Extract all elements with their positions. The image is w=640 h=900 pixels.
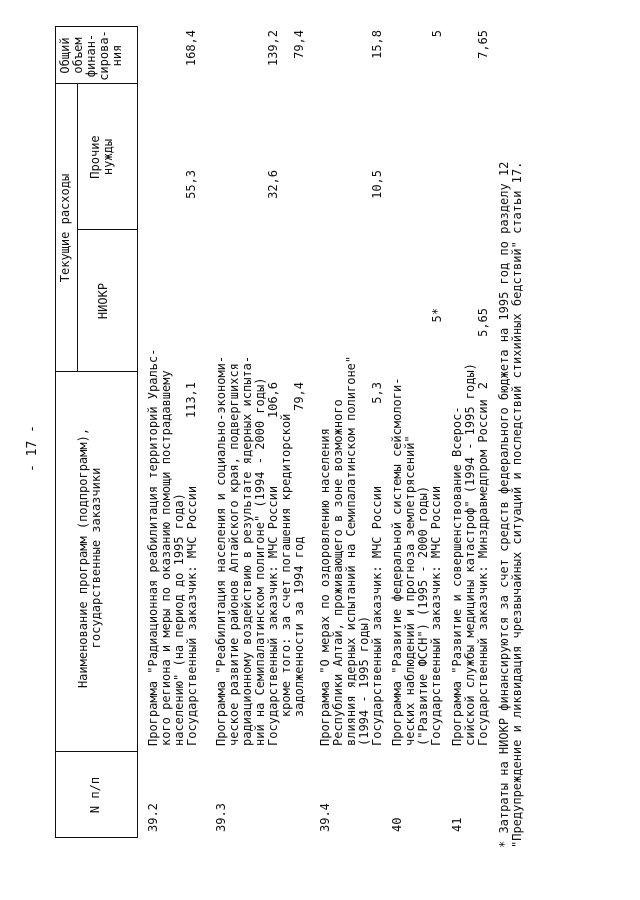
header-total: Общий объем финан- сирова- ния — [58, 30, 124, 81]
total-value-extra: 79,4 — [292, 30, 306, 59]
program-text: Программа "О мерах по оздоровлению населения Республики Алтай, проживающего в зоне возможного влияния ядерных испытаний на Семипалатинском полигоне" (1994 - 1995 годы) Государственный заказчик: МЧС России — [318, 355, 384, 746]
other-value: 10,5 — [370, 170, 384, 199]
row-number: 39.3 — [214, 803, 228, 832]
header-niokr: НИОКР — [96, 282, 110, 320]
program-text: Программа "Радиационная реабилитация территорий Уральс- кого региона и меры по оказанию помощи пострадавшему населению" (на период до 1995 года) Государственный заказчик: МЧС России — [146, 348, 199, 746]
header-np: N п/п — [88, 776, 102, 814]
program-text: Программа "Развитие федеральной системы сейсмологи- ческих наблюдений и прогноза землетрясений" ("Развитие ФССН") (1995 - 2000 годы) Государственный заказчик: МЧС России — [390, 377, 443, 746]
total-value: 7,65 — [476, 30, 490, 59]
row-number: 39.2 — [146, 803, 160, 832]
header-bottom-rule — [137, 26, 138, 838]
total-value: 15,8 — [370, 30, 384, 59]
header-other: Прочие нужды — [88, 135, 115, 179]
total-value: 5 — [430, 30, 444, 38]
capital-value: 5,3 — [370, 382, 384, 404]
row-number: 40 — [390, 817, 404, 832]
other-value: 32,6 — [266, 170, 280, 199]
program-text: Программа "Развитие и совершенствование Всерос- сийской службы медицины катастроф" (1994 - 1995 годы) Государственный заказчик: Минздравмедпром России — [450, 363, 490, 746]
other-value: 55,3 — [184, 170, 198, 199]
capital-value-extra: 79,4 — [292, 382, 306, 411]
table-top-rule — [55, 26, 56, 838]
niokr-value: 5,65 — [476, 308, 490, 337]
program-text: Программа "Реабилитация населения и социально-экономи- ческое развитие районов Алтайского края, подвергшихся радиационному воздействию в результате ядерных испыта- ний на Семипалатинском полигоне" (1994 - 2000 годы) Государственный заказчик: МЧС России кроме того: за счет погашения кредиторской задолженности за 1994 год — [214, 355, 306, 746]
page-number: - 17 - — [25, 425, 40, 472]
capital-value: 2 — [476, 382, 490, 390]
capital-value: 106,6 — [266, 382, 280, 419]
row-number: 41 — [450, 817, 464, 832]
footnote: * Затраты на НИОКР финансируются за счет средств федерального бюджета на 1995 год по разделу 12 "Предупреждение и ликвидация чрезвычайных ситуаций и последствий стихийных бедствий" статьи 17. — [497, 161, 524, 848]
total-value: 168,4 — [184, 30, 198, 67]
capital-value: 113,1 — [184, 382, 198, 419]
niokr-value: 5* — [430, 308, 444, 323]
program-table — [55, 26, 490, 838]
current-subheader-rule — [77, 84, 78, 372]
header-current: Текущие расходы — [58, 173, 72, 283]
total-value: 139,2 — [266, 30, 280, 67]
row-number: 39.4 — [318, 803, 332, 832]
header-name: Наименование программ (подпрограмм), государственные заказчики — [76, 427, 103, 689]
